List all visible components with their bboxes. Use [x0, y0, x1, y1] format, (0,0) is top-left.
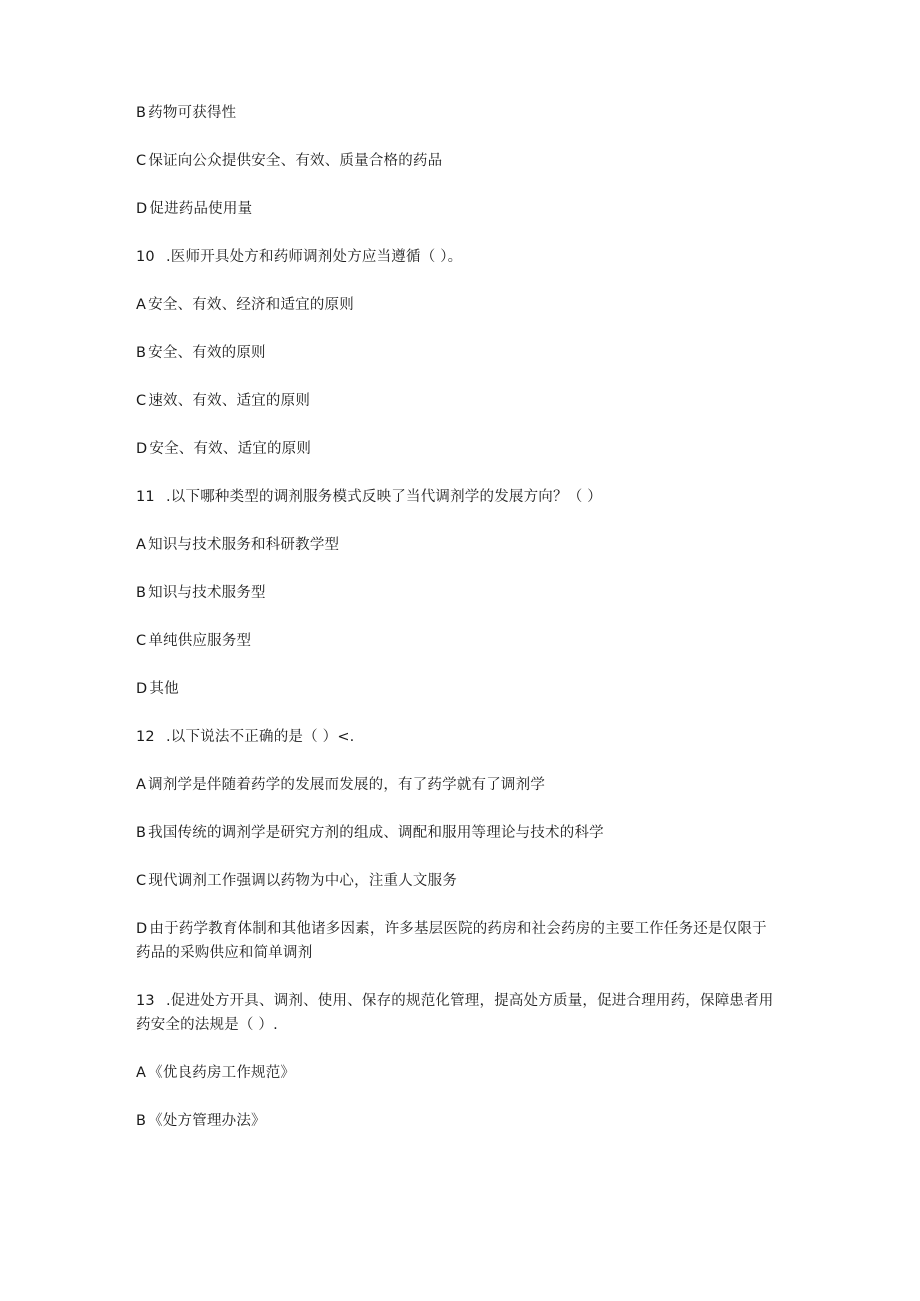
question-text: .以下哪种类型的调剂服务模式反映了当代调剂学的发展方向？（ ）: [166, 489, 602, 505]
option-text: 我国传统的调剂学是研究方剂的组成、调配和服用等理论与技术的科学: [148, 825, 604, 841]
option-text: 安全、有效、适宜的原则: [149, 441, 312, 457]
option-text: 速效、有效、适宜的原则: [148, 393, 311, 409]
q12-option-b: [136, 823, 604, 843]
question-number: 11: [136, 489, 155, 505]
question-number: 13: [136, 993, 155, 1009]
question-number: 12: [136, 729, 155, 745]
option-label: A: [136, 777, 147, 793]
question-number: 10: [136, 249, 155, 265]
option-label: D: [136, 921, 148, 937]
question-12: [136, 727, 354, 747]
option-label: A: [136, 297, 147, 313]
option-text: 《优良药房工作规范》: [148, 1065, 296, 1081]
option-text: 调剂学是伴随着药学的发展而发展的，有了药学就有了调剂学: [148, 777, 546, 793]
question-13: [136, 989, 776, 1037]
q9-option-d: [136, 199, 252, 219]
q10-option-b: [136, 343, 266, 363]
option-label: D: [136, 201, 148, 217]
q10-option-d: [136, 439, 311, 459]
option-label: D: [136, 681, 148, 697]
option-text: 由于药学教育体制和其他诸多因素，许多基层医院的药房和社会药房的主要工作任务还是仅限于药品的采购供应和简单调剂: [136, 921, 767, 961]
option-text: 药物可获得性: [148, 105, 237, 121]
option-text: 保证向公众提供安全、有效、质量合格的药品: [148, 153, 443, 169]
option-text: 其他: [149, 681, 179, 697]
option-label: B: [136, 585, 147, 601]
q11-option-d: [136, 679, 179, 699]
q11-option-c: [136, 631, 251, 651]
option-label: B: [136, 105, 147, 121]
option-label: C: [136, 873, 147, 889]
q13-option-a: [136, 1063, 295, 1083]
question-11: [136, 487, 602, 507]
q11-option-b: [136, 583, 266, 603]
option-label: D: [136, 441, 148, 457]
option-label: A: [136, 537, 147, 553]
question-text: .促进处方开具、调剂、使用、保存的规范化管理，提高处方质量，促进合理用药，保障患者用药安全的法规是（ ）.: [136, 993, 774, 1033]
q9-option-b: [136, 103, 236, 123]
option-label: C: [136, 393, 147, 409]
option-text: 知识与技术服务和科研教学型: [148, 537, 340, 553]
option-label: C: [136, 153, 147, 169]
q10-option-c: [136, 391, 310, 411]
q12-option-d: [136, 917, 776, 965]
option-text: 促进药品使用量: [149, 201, 253, 217]
option-text: 《处方管理办法》: [148, 1113, 266, 1129]
question-text: .以下说法不正确的是（ ）<.: [166, 729, 355, 745]
option-label: B: [136, 345, 147, 361]
option-label: C: [136, 633, 147, 649]
option-label: B: [136, 1113, 147, 1129]
option-label: A: [136, 1065, 147, 1081]
q11-option-a: [136, 535, 339, 555]
option-text: 现代调剂工作强调以药物为中心，注重人文服务: [148, 873, 458, 889]
q12-option-c: [136, 871, 457, 891]
option-text: 安全、有效、经济和适宜的原则: [148, 297, 354, 313]
option-text: 单纯供应服务型: [148, 633, 252, 649]
q10-option-a: [136, 295, 354, 315]
q9-option-c: [136, 151, 442, 171]
question-10: [136, 247, 462, 267]
question-text: .医师开具处方和药师调剂处方应当遵循（ ）。: [166, 249, 463, 265]
option-text: 安全、有效的原则: [148, 345, 266, 361]
option-text: 知识与技术服务型: [148, 585, 266, 601]
option-label: B: [136, 825, 147, 841]
q13-option-b: [136, 1111, 266, 1131]
q12-option-a: [136, 775, 545, 795]
